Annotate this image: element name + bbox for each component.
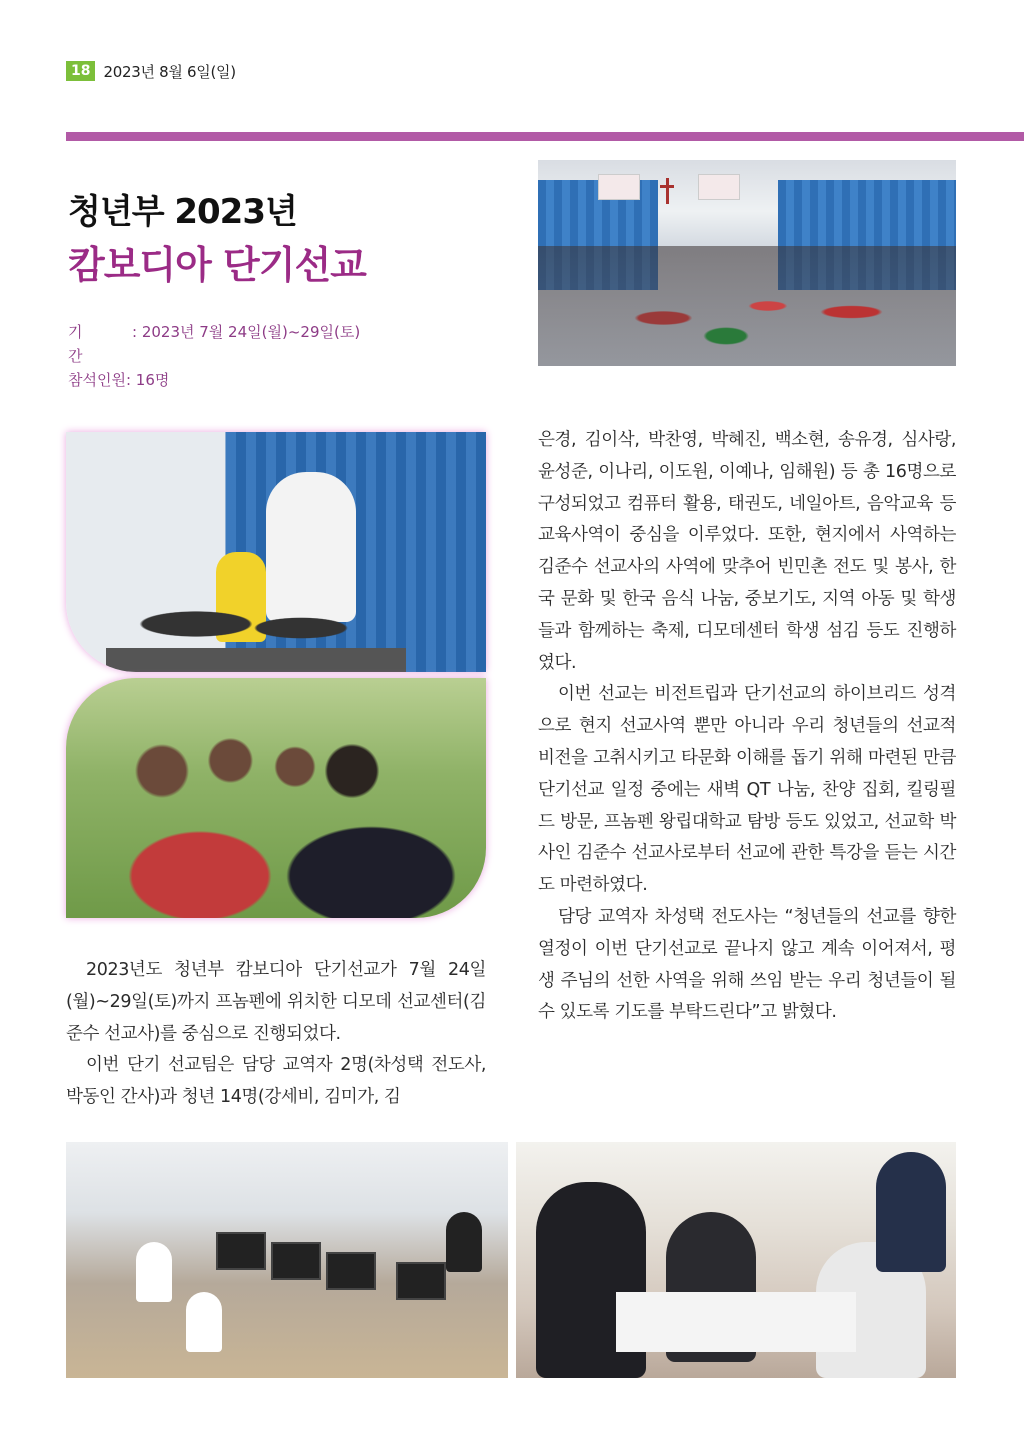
group-selfie-photo	[66, 678, 486, 918]
article-body-right	[538, 425, 956, 1029]
photo-monitor	[216, 1232, 266, 1270]
body-paragraph: 은경, 김이삭, 박찬영, 박혜진, 백소현, 송유경, 심사랑, 윤성준, 이나리, 이도원, 이예나, 임해원) 등 총 16명으로 구성되었고 컴퓨터 활용, 태권도, 네일아트, 음악교육 등 교육사역이 중심을 이루었다. 또한, 현지에서 사역하는 김준수 선교사의 사역에 맞추어 빈민촌 전도 및 봉사, 한국 문화 및 한국 음식 나눔, 중보기도, 지역 아동 및 학생들과 함께하는 축제, 디모데센터 학생 섬김 등도 진행하였다.	[538, 430, 956, 673]
article-meta	[68, 320, 360, 392]
page-number: 18	[66, 61, 95, 81]
article-title-line1: 청년부 2023년	[68, 192, 297, 232]
article-title-line2: 캄보디아 단기선교	[68, 243, 366, 287]
page-header	[66, 60, 236, 82]
photo-crowd	[538, 246, 956, 366]
photo-monitor	[271, 1242, 321, 1280]
period-value: : 2023년 7월 24일(월)~29일(토)	[132, 323, 361, 341]
photo-student	[186, 1292, 222, 1352]
photo-drum-kit	[106, 592, 406, 672]
attendees-value: : 16명	[125, 371, 170, 389]
photo-monitor	[396, 1262, 446, 1300]
cross-icon	[660, 178, 674, 204]
photo-table	[616, 1292, 856, 1352]
photo-screen-left	[598, 174, 640, 200]
body-paragraph: 이번 선교는 비전트립과 단기선교의 하이브리드 성격으로 현지 선교사역 뿐만 아니라 우리 청년들의 선교적 비전을 고취시키고 타문화 이해를 돕기 위해 마련된 만큼 단기선교 일정 중에는 새벽 QT 나눔, 찬양 집회, 킬링필드 방문, 프놈펜 왕립대학교 탐방 등도 있었고, 선교학 박사인 김준수 선교사로부터 선교에 관한 특강을 듣는 시간도 마련하였다.	[538, 684, 956, 896]
photo-staff	[876, 1152, 946, 1272]
body-paragraph: 2023년도 청년부 캄보디아 단기선교가 7월 24일(월)~29일(토)까지 프놈펜에 위치한 디모데 선교센터(김준수 선교사)를 중심으로 진행되었다.	[66, 960, 486, 1044]
drum-lesson-photo	[66, 432, 486, 672]
photo-student	[136, 1242, 172, 1302]
nail-art-photo	[516, 1142, 956, 1378]
issue-date: 2023년 8월 6일(일)	[103, 62, 236, 81]
body-paragraph: 이번 단기 선교팀은 담당 교역자 2명(차성택 전도사, 박동인 간사)과 청년 14명(강세비, 김미가, 김	[66, 1055, 486, 1108]
photo-group	[86, 708, 466, 918]
article-body-left	[66, 955, 486, 1114]
photo-screen-right	[698, 174, 740, 200]
attendees-row	[68, 368, 360, 392]
attendees-label: 참석인원	[68, 371, 126, 389]
photo-monitor	[326, 1252, 376, 1290]
worship-dance-photo	[538, 160, 956, 366]
header-rule	[66, 132, 1024, 141]
period-row	[68, 320, 360, 368]
photo-student	[446, 1212, 482, 1272]
body-paragraph: 담당 교역자 차성택 전도사는 “청년들의 선교를 향한 열정이 이번 단기선교로 끝나지 않고 계속 이어져서, 평생 주님의 선한 사역을 위해 쓰임 받는 우리 청년들이 될 수 있도록 기도를 부탁드린다”고 밝혔다.	[538, 906, 956, 1023]
computer-class-photo	[66, 1142, 508, 1378]
period-label: 기간	[68, 323, 109, 365]
